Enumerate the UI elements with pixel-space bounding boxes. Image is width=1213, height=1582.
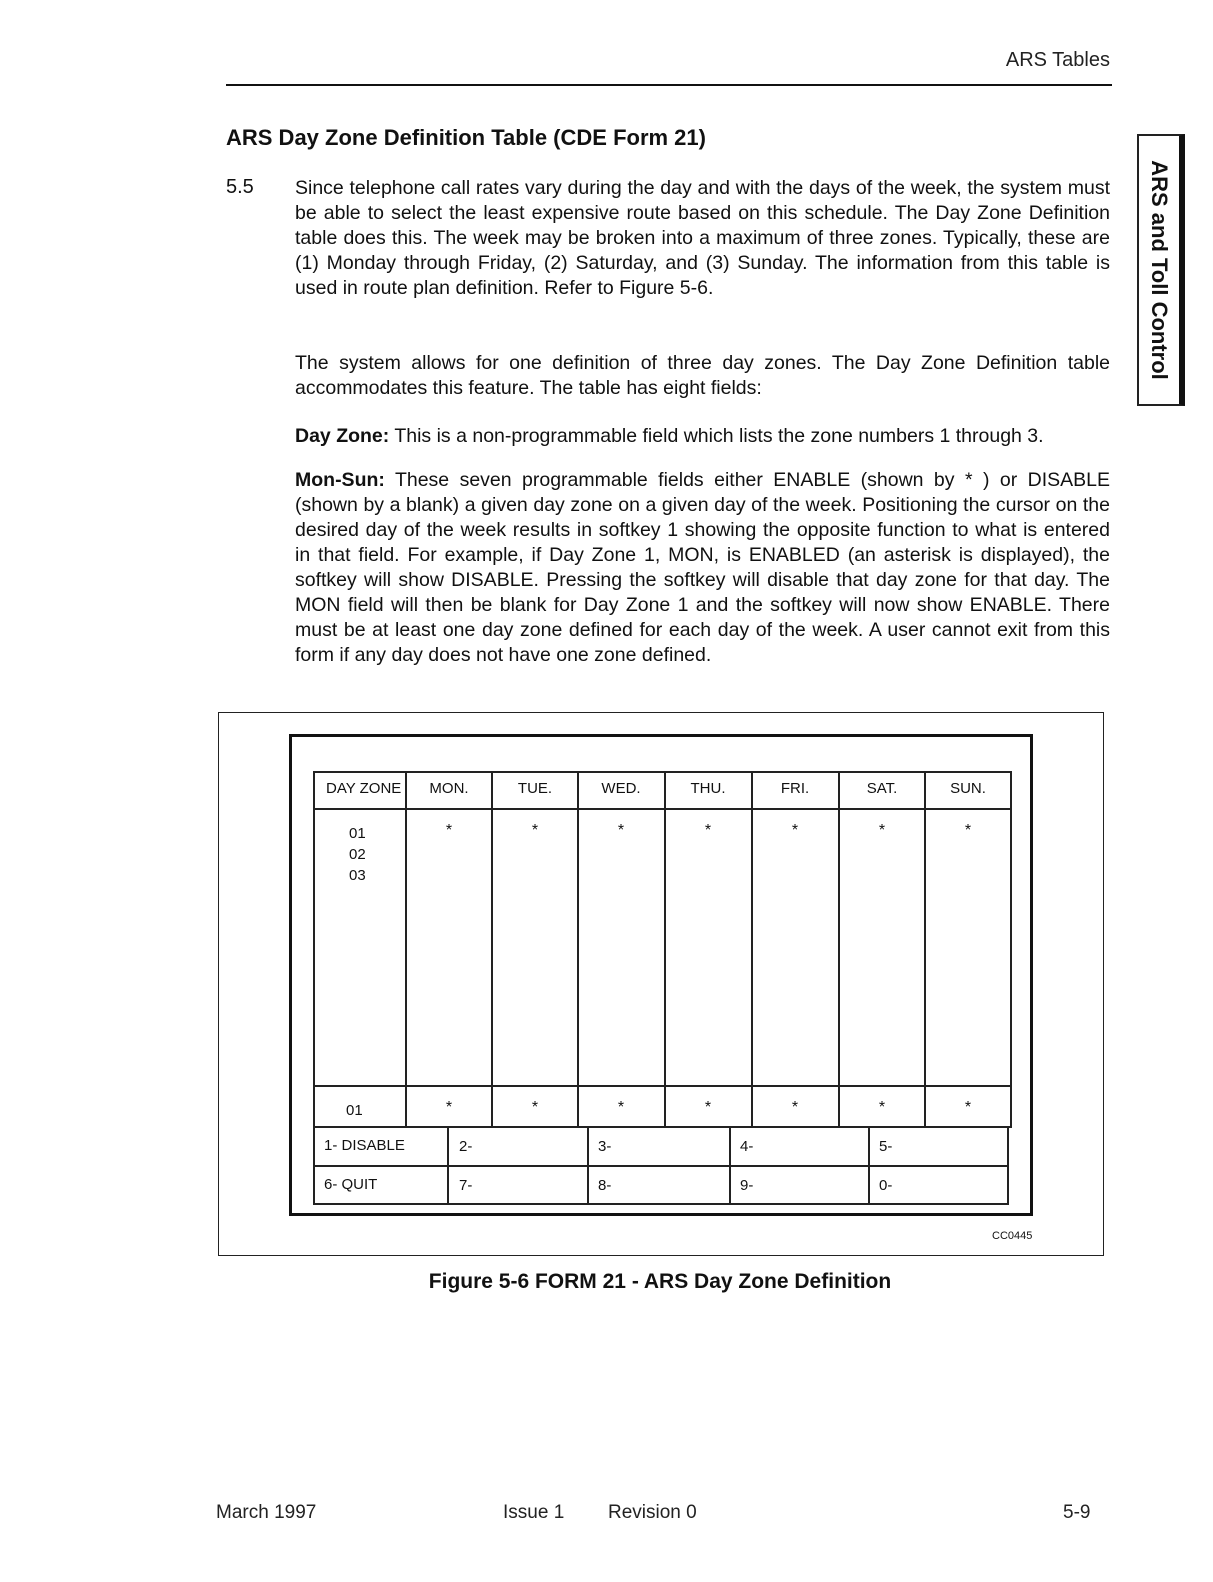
chapter-tab-label: ARS and Toll Control <box>1147 160 1172 380</box>
edit-zone: 01 <box>346 1102 363 1119</box>
grid-line <box>1010 771 1012 1127</box>
field-term: Day Zone: <box>295 425 390 447</box>
section-title: ARS Day Zone Definition Table (CDE Form 21) <box>226 125 706 150</box>
running-header: ARS Tables <box>1005 49 1110 71</box>
mark-tue: * <box>531 822 539 839</box>
figure-caption: Figure 5-6 FORM 21 - ARS Day Zone Definition <box>428 1270 892 1293</box>
edit-mark-wed: * <box>617 1099 625 1116</box>
mark-mon: * <box>445 822 453 839</box>
softkey-9: 9- <box>740 1177 754 1194</box>
grid-line <box>587 1126 589 1205</box>
grid-line <box>313 771 315 1205</box>
footer-date: March 1997 <box>216 1502 317 1523</box>
grid-line <box>313 808 1012 810</box>
field-description: These seven programmable fields either ENABLE (shown by * ) or DISABLE (shown by a blank) a given day zone on a given day of the week. Positioning the cursor on the desired day of the week results in softkey 1 showing the opposite function to what is entered in that field. For example, if Day Zone 1, MON, is ENABLED (an asterisk is displayed), the softkey will show DISABLE. Pressing the softkey will disable that day zone for that day. The MON field will then be blank for Day Zone 1 and the softkey will now show ENABLE. There must be at least one day zone defined for each day of the week. A user cannot exit from this form if any day does not have one zone defined. <box>295 469 1110 666</box>
paragraph-intro: Since telephone call rates vary during the day and with the days of the week, the system must be able to select the least expensive route based on this schedule. The Day Zone Definition table does this. The week may be broken into a maximum of three zones. Typically, these are (1) Monday through Friday, (2) Saturday, and (3) Sunday. The information from this table is used in route plan definition. Refer to Figure 5-6. <box>295 177 1110 299</box>
mark-fri: * <box>791 822 799 839</box>
grid-line <box>313 1126 1012 1128</box>
figure-code: CC0445 <box>992 1230 1033 1242</box>
softkey-4: 4- <box>740 1138 754 1155</box>
grid-line <box>729 1126 731 1205</box>
zone-item: 01 <box>349 825 366 842</box>
softkey-3: 3- <box>598 1138 612 1155</box>
grid-line <box>313 771 1012 773</box>
grid-line <box>313 1203 1009 1205</box>
grid-line <box>1007 1126 1009 1205</box>
softkey-6: 6- QUIT <box>324 1176 378 1193</box>
paragraph-definition: The system allows for one definition of three day zones. The Day Zone Definition table accommodates this feature. The table has eight fields: <box>295 352 1110 399</box>
footer-issue: Issue 1 <box>503 1502 565 1523</box>
grid-line <box>313 1085 1012 1087</box>
header-sat: SAT. <box>866 780 898 797</box>
header-rule <box>226 84 1112 86</box>
header-day-zone: DAY ZONE <box>326 780 402 797</box>
softkey-7: 7- <box>459 1177 473 1194</box>
grid-line <box>868 1126 870 1205</box>
header-wed: WED. <box>601 780 641 797</box>
edit-mark-sat: * <box>878 1099 886 1116</box>
header-fri: FRI. <box>780 780 810 797</box>
chapter-tab <box>1137 134 1185 406</box>
softkey-5: 5- <box>879 1138 893 1155</box>
grid-line <box>447 1126 449 1205</box>
edit-mark-fri: * <box>791 1099 799 1116</box>
softkey-2: 2- <box>459 1138 473 1155</box>
field-description: This is a non-programmable field which lists the zone numbers 1 through 3. <box>389 425 1044 447</box>
paragraph-number: 5.5 <box>226 176 254 198</box>
zone-item: 02 <box>349 846 366 863</box>
header-sun: SUN. <box>950 780 986 797</box>
field-day-zone <box>295 424 1110 449</box>
softkey-1: 1- DISABLE <box>324 1137 405 1154</box>
mark-sat: * <box>878 822 886 839</box>
field-mon-sun <box>295 468 1110 668</box>
grid-line <box>313 1165 1009 1167</box>
softkey-0: 0- <box>879 1177 893 1194</box>
edit-mark-mon: * <box>445 1099 453 1116</box>
header-tue: TUE. <box>517 780 553 797</box>
field-term: Mon-Sun: <box>295 469 385 491</box>
footer-page-number: 5-9 <box>1063 1502 1091 1523</box>
footer-revision: Revision 0 <box>608 1502 697 1523</box>
edit-mark-thu: * <box>704 1099 712 1116</box>
header-thu: THU. <box>690 780 726 797</box>
edit-mark-tue: * <box>531 1099 539 1116</box>
mark-thu: * <box>704 822 712 839</box>
zone-item: 03 <box>349 867 366 884</box>
softkey-8: 8- <box>598 1177 612 1194</box>
mark-sun: * <box>964 822 972 839</box>
edit-mark-sun: * <box>964 1099 972 1116</box>
header-mon: MON. <box>429 780 469 797</box>
mark-wed: * <box>617 822 625 839</box>
